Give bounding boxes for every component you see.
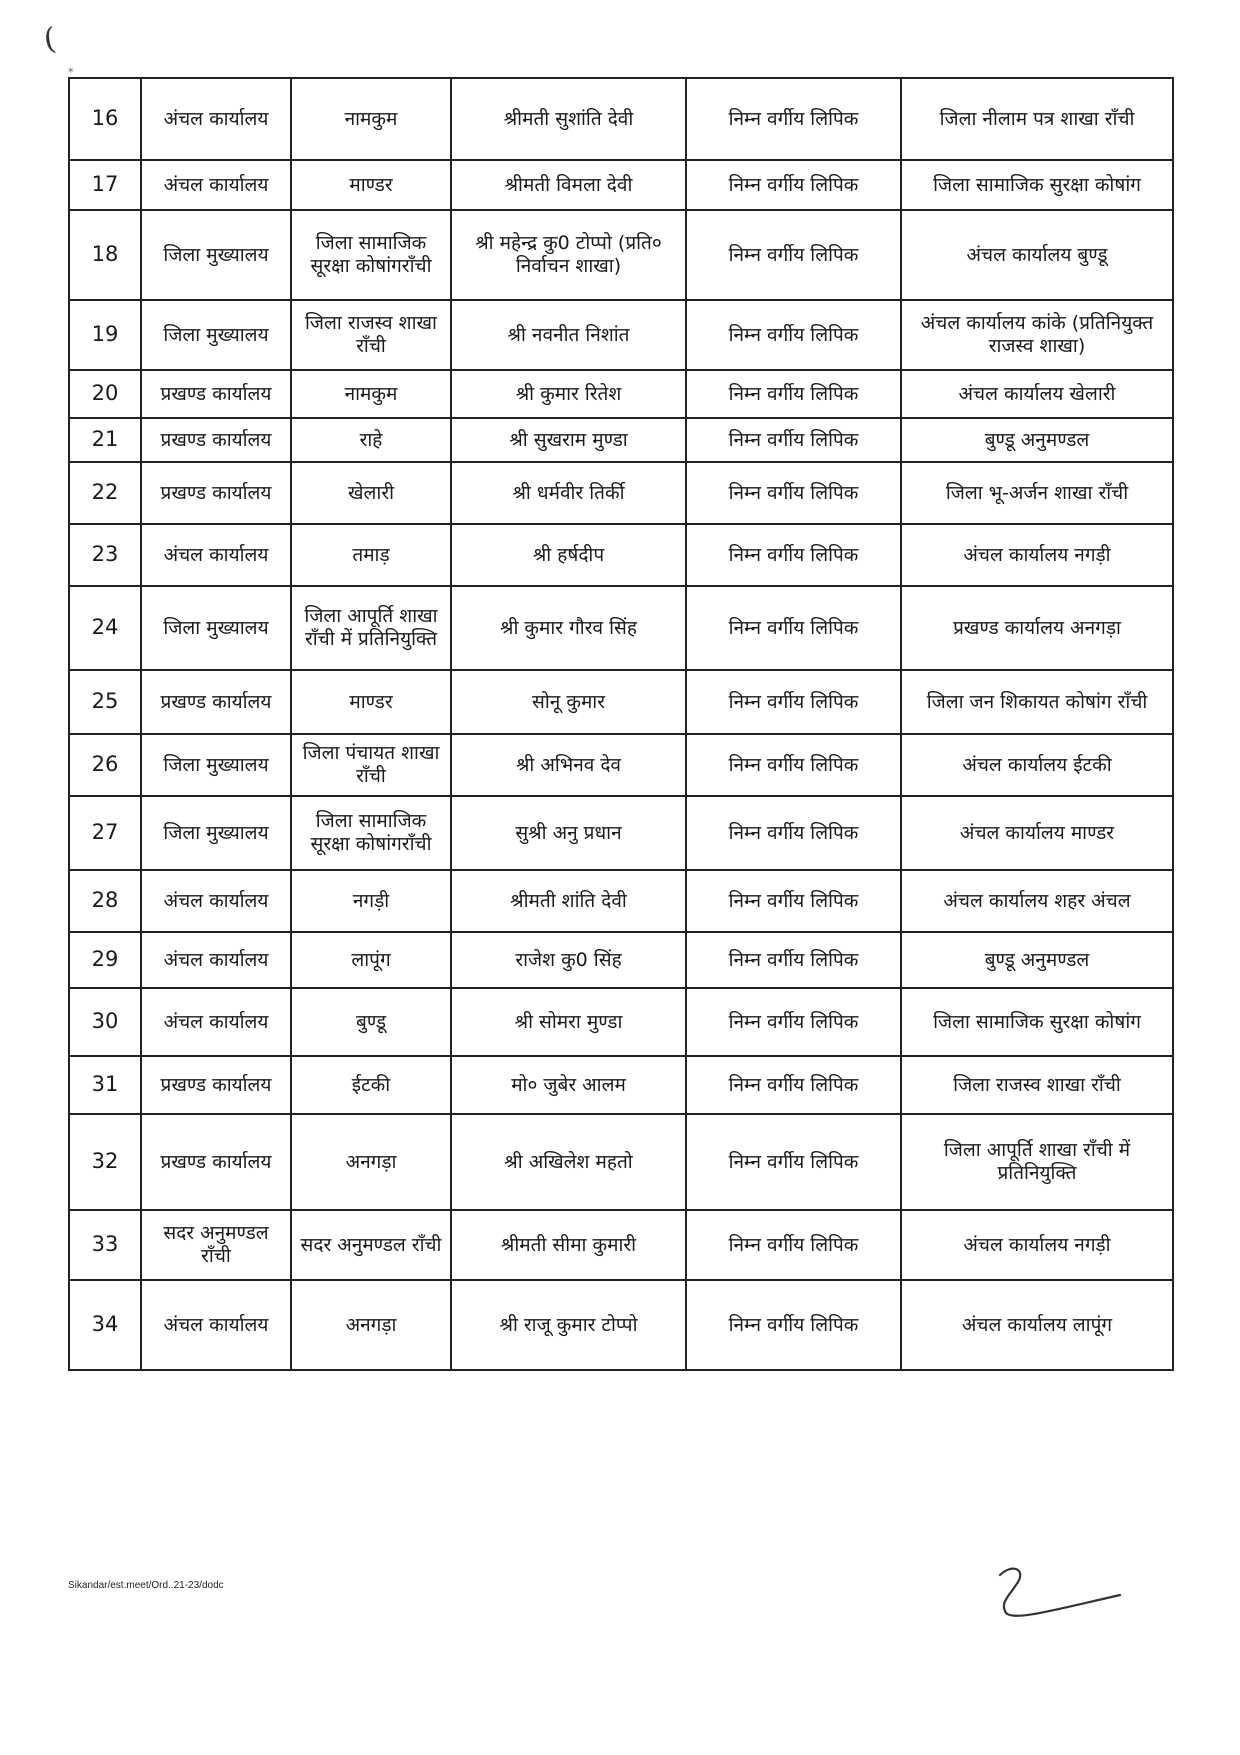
table-row [69,462,1173,524]
table-row [69,418,1173,462]
current-office-cell: सदर अनुमण्डल राँची [141,1210,291,1280]
serial-number-cell: 21 [69,418,141,462]
serial-number-cell: 18 [69,210,141,300]
current-place-cell: ईटकी [291,1056,451,1114]
table-row [69,932,1173,988]
current-office-cell: प्रखण्ड कार्यालय [141,1056,291,1114]
new-posting-cell: जिला सामाजिक सुरक्षा कोषांग [901,988,1173,1056]
new-posting-cell: अंचल कार्यालय शहर अंचल [901,870,1173,932]
employee-name-cell: श्रीमती विमला देवी [451,160,686,210]
designation-cell: निम्न वर्गीय लिपिक [686,78,901,160]
serial-number-cell: 28 [69,870,141,932]
table-row [69,734,1173,796]
current-place-cell: नामकुम [291,78,451,160]
serial-number-cell: 24 [69,586,141,670]
designation-cell: निम्न वर्गीय लिपिक [686,932,901,988]
serial-number-cell: 25 [69,670,141,734]
new-posting-cell: अंचल कार्यालय ईटकी [901,734,1173,796]
employee-name-cell: श्री कुमार गौरव सिंह [451,586,686,670]
table-row [69,1114,1173,1210]
serial-number-cell: 20 [69,370,141,418]
designation-cell: निम्न वर्गीय लिपिक [686,160,901,210]
designation-cell: निम्न वर्गीय लिपिक [686,670,901,734]
current-place-cell: खेलारी [291,462,451,524]
current-place-cell: अनगड़ा [291,1114,451,1210]
new-posting-cell: जिला राजस्व शाखा राँची [901,1056,1173,1114]
table-row [69,670,1173,734]
new-posting-cell: अंचल कार्यालय खेलारी [901,370,1173,418]
employee-name-cell: श्रीमती शांति देवी [451,870,686,932]
designation-cell: निम्न वर्गीय लिपिक [686,1210,901,1280]
serial-number-cell: 32 [69,1114,141,1210]
current-office-cell: जिला मुख्यालय [141,796,291,870]
current-place-cell: माण्डर [291,160,451,210]
new-posting-cell: जिला जन शिकायत कोषांग राँची [901,670,1173,734]
current-place-cell: सदर अनुमण्डल राँची [291,1210,451,1280]
serial-number-cell: 29 [69,932,141,988]
serial-number-cell: 34 [69,1280,141,1370]
current-place-cell: जिला आपूर्ति शाखा राँची में प्रतिनियुक्ति [291,586,451,670]
current-place-cell: जिला सामाजिक सूरक्षा कोषांगराँची [291,796,451,870]
current-place-cell: नगड़ी [291,870,451,932]
designation-cell: निम्न वर्गीय लिपिक [686,210,901,300]
serial-number-cell: 33 [69,1210,141,1280]
current-office-cell: अंचल कार्यालय [141,524,291,586]
new-posting-cell: अंचल कार्यालय बुण्डू [901,210,1173,300]
current-office-cell: अंचल कार्यालय [141,932,291,988]
new-posting-cell: जिला नीलाम पत्र शाखा राँची [901,78,1173,160]
current-office-cell: प्रखण्ड कार्यालय [141,370,291,418]
new-posting-cell: अंचल कार्यालय नगड़ी [901,524,1173,586]
current-office-cell: प्रखण्ड कार्यालय [141,462,291,524]
new-posting-cell: जिला आपूर्ति शाखा राँची में प्रतिनियुक्ति [901,1114,1173,1210]
current-office-cell: प्रखण्ड कार्यालय [141,418,291,462]
employee-name-cell: श्रीमती सीमा कुमारी [451,1210,686,1280]
employee-name-cell: श्री नवनीत निशांत [451,300,686,370]
designation-cell: निम्न वर्गीय लिपिक [686,1114,901,1210]
serial-number-cell: 19 [69,300,141,370]
designation-cell: निम्न वर्गीय लिपिक [686,1056,901,1114]
new-posting-cell: बुण्डू अनुमण्डल [901,418,1173,462]
table-row [69,796,1173,870]
new-posting-cell: अंचल कार्यालय लापूंग [901,1280,1173,1370]
current-place-cell: लापूंग [291,932,451,988]
current-place-cell: राहे [291,418,451,462]
current-office-cell: प्रखण्ड कार्यालय [141,670,291,734]
serial-number-cell: 27 [69,796,141,870]
corner-dot-mark: ⁎ [68,62,74,75]
designation-cell: निम्न वर्गीय लिपिक [686,870,901,932]
serial-number-cell: 31 [69,1056,141,1114]
designation-cell: निम्न वर्गीय लिपिक [686,418,901,462]
serial-number-cell: 30 [69,988,141,1056]
serial-number-cell: 22 [69,462,141,524]
serial-number-cell: 26 [69,734,141,796]
designation-cell: निम्न वर्गीय लिपिक [686,300,901,370]
employee-name-cell: श्री हर्षदीप [451,524,686,586]
designation-cell: निम्न वर्गीय लिपिक [686,586,901,670]
designation-cell: निम्न वर्गीय लिपिक [686,1280,901,1370]
current-office-cell: अंचल कार्यालय [141,78,291,160]
table-row [69,988,1173,1056]
current-office-cell: अंचल कार्यालय [141,870,291,932]
current-office-cell: जिला मुख्यालय [141,300,291,370]
employee-name-cell: श्री सुखराम मुण्डा [451,418,686,462]
current-place-cell: नामकुम [291,370,451,418]
signature-mark [970,1555,1130,1635]
new-posting-cell: अंचल कार्यालय कांके (प्रतिनियुक्त राजस्व शाखा) [901,300,1173,370]
table-row [69,78,1173,160]
transfer-table-body [69,78,1173,1370]
transfer-table [68,77,1174,1371]
employee-name-cell: श्री धर्मवीर तिर्की [451,462,686,524]
new-posting-cell: प्रखण्ड कार्यालय अनगड़ा [901,586,1173,670]
serial-number-cell: 16 [69,78,141,160]
employee-name-cell: श्री महेन्द्र कु0 टोप्पो (प्रति० निर्वाचन शाखा) [451,210,686,300]
current-office-cell: जिला मुख्यालय [141,734,291,796]
current-place-cell: जिला राजस्व शाखा राँची [291,300,451,370]
table-row [69,160,1173,210]
designation-cell: निम्न वर्गीय लिपिक [686,462,901,524]
designation-cell: निम्न वर्गीय लिपिक [686,988,901,1056]
current-office-cell: अंचल कार्यालय [141,988,291,1056]
employee-name-cell: राजेश कु0 सिंह [451,932,686,988]
table-row [69,210,1173,300]
table-row [69,370,1173,418]
footer-reference: Sikandar/est.meet/Ord..21-23/dodc [68,1580,224,1591]
table-row [69,524,1173,586]
current-place-cell: जिला पंचायत शाखा राँची [291,734,451,796]
designation-cell: निम्न वर्गीय लिपिक [686,796,901,870]
current-office-cell: प्रखण्ड कार्यालय [141,1114,291,1210]
designation-cell: निम्न वर्गीय लिपिक [686,370,901,418]
table-row [69,300,1173,370]
new-posting-cell: जिला सामाजिक सुरक्षा कोषांग [901,160,1173,210]
employee-name-cell: श्री राजू कुमार टोप्पो [451,1280,686,1370]
table-row [69,1280,1173,1370]
designation-cell: निम्न वर्गीय लिपिक [686,734,901,796]
current-office-cell: जिला मुख्यालय [141,210,291,300]
current-place-cell: जिला सामाजिक सूरक्षा कोषांगराँची [291,210,451,300]
current-place-cell: माण्डर [291,670,451,734]
table-row [69,1056,1173,1114]
current-office-cell: अंचल कार्यालय [141,160,291,210]
employee-name-cell: मो० जुबेर आलम [451,1056,686,1114]
current-office-cell: जिला मुख्यालय [141,586,291,670]
table-row [69,586,1173,670]
employee-name-cell: श्री सोमरा मुण्डा [451,988,686,1056]
new-posting-cell: अंचल कार्यालय नगड़ी [901,1210,1173,1280]
current-place-cell: बुण्डू [291,988,451,1056]
employee-name-cell: श्री अखिलेश महतो [451,1114,686,1210]
designation-cell: निम्न वर्गीय लिपिक [686,524,901,586]
employee-name-cell: श्री अभिनव देव [451,734,686,796]
current-office-cell: अंचल कार्यालय [141,1280,291,1370]
serial-number-cell: 17 [69,160,141,210]
employee-name-cell: श्रीमती सुशांति देवी [451,78,686,160]
current-place-cell: तमाड़ [291,524,451,586]
corner-pen-mark: ( [41,21,59,58]
new-posting-cell: जिला भू-अर्जन शाखा राँची [901,462,1173,524]
table-row [69,1210,1173,1280]
employee-name-cell: सुश्री अनु प्रधान [451,796,686,870]
employee-name-cell: श्री कुमार रितेश [451,370,686,418]
table-row [69,870,1173,932]
employee-name-cell: सोनू कुमार [451,670,686,734]
serial-number-cell: 23 [69,524,141,586]
new-posting-cell: बुण्डू अनुमण्डल [901,932,1173,988]
new-posting-cell: अंचल कार्यालय माण्डर [901,796,1173,870]
current-place-cell: अनगड़ा [291,1280,451,1370]
